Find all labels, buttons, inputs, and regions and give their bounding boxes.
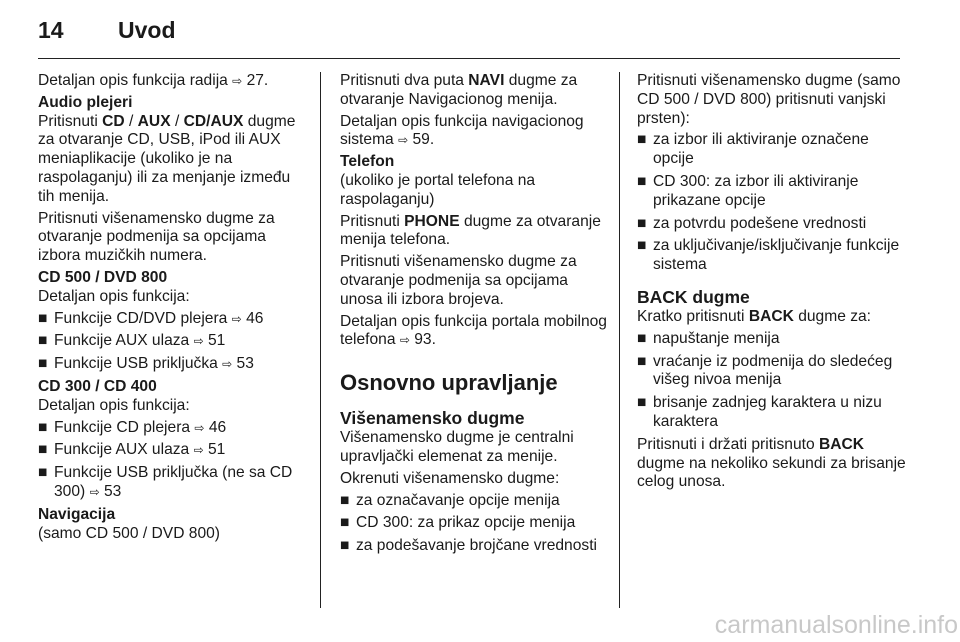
list-item: ■ vraćanje iz podmenija do sledećeg višeg nivoa menija: [637, 352, 893, 389]
list-item: ■ Funkcije AUX ulaza ⇨ 51: [38, 332, 226, 350]
back-paragraph-2: Pritisnuti i držati pritisnuto BACK dugme na nekoliko sekundi za brisanje celog unosa.: [637, 435, 906, 491]
telefon-paragraph-3: Detaljan opis funkcija portala mobilnog telefona ⇨ 93.: [340, 312, 607, 349]
list-item: ■ Funkcije CD/DVD plejera ⇨ 46: [38, 309, 264, 327]
navigation-sub: (samo CD 500 / DVD 800): [38, 524, 220, 542]
list-item: ■ za podešavanje brojčane vrednosti: [340, 537, 597, 555]
reference-arrow-icon: ⇨: [193, 443, 204, 458]
reference-arrow-icon: ⇨: [231, 311, 242, 326]
navi-paragraph-2: Detaljan opis funkcija navigacionog sistema ⇨ 59.: [340, 112, 584, 149]
vis-paragraph-2: Okrenuti višenamensko dugme:: [340, 469, 560, 487]
list-item: ■ napuštanje menija: [637, 329, 780, 347]
list-item: ■ za potvrdu podešene vrednosti: [637, 214, 867, 232]
list-item: ■ Funkcije USB priključka (ne sa CD 300) ⇨ 53: [38, 464, 293, 500]
reference-arrow-icon: ⇨: [193, 334, 204, 349]
audio-paragraph: Pritisnuti CD / AUX / CD/AUX dugme za otvaranje CD, USB, iPod ili AUX meniaplikacije (ukoliko je na raspolaganju) ili za menjanje između tih menija.: [38, 112, 296, 205]
section-heading-visenamensko: Višenamensko dugme: [340, 408, 525, 429]
watermark: carmanualsonline.info: [714, 611, 958, 639]
telefon-sub: (ukoliko je portal telefona na raspolaganju): [340, 171, 536, 208]
page-header: [38, 0, 900, 59]
reference-arrow-icon: ⇨: [89, 484, 100, 499]
list-item: ■ za označavanje opcije menija: [340, 491, 560, 509]
cd500-list: [38, 310, 310, 374]
reference-arrow-icon: ⇨: [222, 357, 233, 372]
column-3: [637, 72, 909, 495]
list-item: ■ CD 300: za izbor ili aktiviranje prikazane opcije: [637, 172, 859, 209]
list-item: ■ brisanje zadnjeg karaktera u nizu karaktera: [637, 394, 882, 430]
list-item: ■ Funkcije AUX ulaza ⇨ 51: [38, 441, 226, 459]
cd300-list: [38, 419, 310, 502]
section-heading-cd300: CD 300 / CD 400: [38, 377, 157, 395]
reference-arrow-icon: ⇨: [232, 74, 243, 88]
section-heading-cd500: CD 500 / DVD 800: [38, 268, 168, 286]
telefon-paragraph-2: Pritisnuti višenamensko dugme za otvaranje podmenija sa opcijama unosa ili izbora brojeva.: [340, 253, 577, 308]
reference-arrow-icon: ⇨: [399, 333, 410, 348]
reference-arrow-icon: ⇨: [398, 133, 409, 148]
cd300-sub: Detaljan opis funkcija:: [38, 396, 190, 414]
back-paragraph: Kratko pritisnuti BACK dugme za:: [637, 307, 872, 325]
section-heading-audio: Audio plejeri: [38, 93, 133, 111]
chapter-heading: Osnovno upravljanje: [340, 370, 558, 396]
list-item: ■ Funkcije USB priključka ⇨ 53: [38, 355, 254, 373]
audio-paragraph-2: Pritisnuti višenamensko dugme za otvaranje podmenija sa opcijama izbora muzičkih numera.: [38, 209, 275, 265]
column-2: [340, 72, 612, 560]
section-heading-telefon: Telefon: [340, 153, 395, 171]
list-item: ■ Funkcije CD plejera ⇨ 46: [38, 418, 227, 436]
vis-list: [340, 492, 612, 556]
section-heading-back: BACK dugme: [637, 286, 750, 307]
list-item: ■ za uključivanje/isključivanje funkcije sistema: [637, 237, 900, 274]
column-1: [38, 72, 310, 546]
reference-arrow-icon: ⇨: [194, 420, 205, 435]
list-item: ■ CD 300: za prikaz opcije menija: [340, 514, 576, 532]
vis-paragraph: Višenamensko dugme je centralni upravljački elemenat za menije.: [340, 429, 574, 465]
section-heading-navigation: Navigacija: [38, 505, 116, 523]
column-divider: [619, 72, 620, 608]
telefon-paragraph: Pritisnuti PHONE dugme za otvaranje menija telefona.: [340, 212, 601, 249]
press-paragraph: Pritisnuti višenamensko dugme (samo CD 500 / DVD 800) pritisnuti vanjski prsten):: [637, 72, 901, 127]
cd500-sub: Detaljan opis funkcija:: [38, 287, 190, 305]
page-title: Uvod: [118, 17, 176, 43]
navi-paragraph: Pritisnuti dva puta NAVI dugme za otvaranje Navigacionog menija.: [340, 72, 578, 108]
back-list: [637, 330, 909, 432]
press-list: [637, 131, 909, 275]
intro-text: Detaljan opis funkcija radija ⇨ 27.: [38, 72, 269, 89]
column-divider: [320, 72, 321, 608]
page-number: 14: [38, 17, 64, 43]
list-item: ■ za izbor ili aktiviranje označene opcije: [637, 131, 869, 168]
